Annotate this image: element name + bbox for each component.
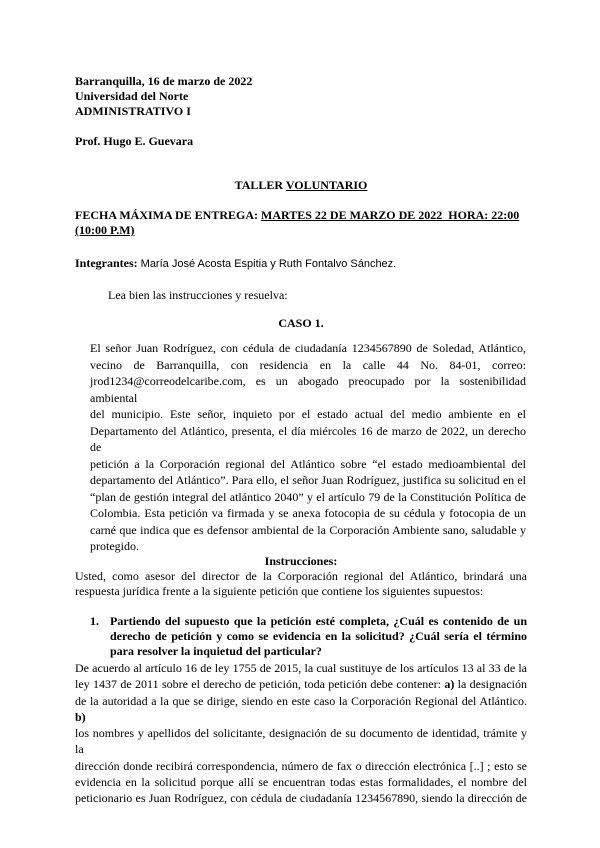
members-names: María José Acosta Espitia y Ruth Fontalvo Sánchez. <box>140 258 397 270</box>
case-paragraph <box>90 340 526 555</box>
question-1 <box>90 614 527 659</box>
header-block <box>75 74 527 119</box>
instructions-text <box>75 569 527 599</box>
answer-line: los nombres y apellidos del solicitante, designación de su documento de identidad, trámite y la <box>75 726 527 757</box>
case-line: jrod1234@correodelcaribe.com, es un abogado preocupado por la sostenibilidad ambiental <box>90 374 526 405</box>
deadline-label: FECHA MÁXIMA DE ENTREGA: <box>75 208 262 222</box>
case-line: departamento del Atlántico”. Para ello, el señor Juan Rodríguez, justifica su solicitud en el <box>90 473 526 487</box>
answer-line: De acuerdo al artículo 16 de ley 1755 de 2015, la cual sustituye de los artículos 13 al 33 de la <box>75 661 527 675</box>
answer-text: ley 1437 de 2011 sobre el derecho de petición, toda petición debe contener: <box>75 677 445 692</box>
professor: Prof. Hugo E. Guevara <box>75 134 194 148</box>
members <box>75 256 527 272</box>
instructions-heading: Instrucciones: <box>264 554 338 568</box>
document-title <box>75 178 527 193</box>
case-line: carné que indica que es defensor ambiental de la Corporación Ambiente sano, saludable y <box>90 522 526 537</box>
case-heading: CASO 1. <box>278 316 324 330</box>
case-line: Departamento del Atlántico, presenta, el día miércoles 16 de marzo de 2022, un derecho de <box>90 423 526 454</box>
case-line-last: protegido. <box>90 539 139 553</box>
answer-line <box>75 693 527 726</box>
title-prefix: TALLER <box>234 178 286 192</box>
instructions-line: respuesta jurídica frente a la siguiente petición que contiene los siguientes supuestos: <box>75 584 484 598</box>
instructions-line: Usted, como asesor del director de la Corporación regional del Atlántico, brindará una <box>75 569 527 583</box>
deadline-line-1 <box>75 208 527 223</box>
case-line: vecino de Barranquilla, con residencia en la calle 44 No. 84-01, correo: <box>90 357 526 372</box>
case-line: Colombia. Esta petición va firmada y se anexa fotocopia de su cédula y fotocopia de un <box>90 506 526 520</box>
case-line: “plan de gestión integral del atlántico 2040” y el artículo 79 de la Constitución Política de <box>90 489 526 504</box>
question-line: Partiendo del supuesto que la petición esté completa, ¿Cuál es contenido de un <box>110 614 527 628</box>
answer-paragraph <box>75 660 527 807</box>
case-line: del municipio. Este señor, inquieto por el estado actual del medio ambiente en el <box>90 407 526 421</box>
answer-text: de la autoridad a la que se dirige, siendo en este caso la Corporación Regional del Atlántico. <box>75 693 527 708</box>
deadline <box>75 208 527 238</box>
answer-text: la designación <box>454 677 527 692</box>
answer-bold: b) <box>75 709 86 724</box>
question-number: 1. <box>90 614 99 628</box>
members-label: Integrantes: <box>75 256 138 270</box>
case-line: El señor Juan Rodríguez, con cédula de ciudadanía 1234567890 de Soledad, Atlántico, <box>90 341 526 355</box>
answer-line: dirección donde recibirá correspondencia, número de fax o dirección electrónica [..] ; esto se <box>75 758 527 773</box>
question-line: derecho de petición y como se evidencia en la solicitud? ¿Cuál sería el término <box>110 629 527 643</box>
answer-bold: a) <box>444 677 455 692</box>
deadline-line-2: (10:00 P.M) <box>75 223 135 237</box>
title-underlined: VOLUNTARIO <box>285 178 368 192</box>
instruction-intro: Lea bien las instrucciones y resuelva: <box>108 288 288 302</box>
question-line: para resolver la inquietud del particular? <box>110 644 322 658</box>
answer-line: peticionario es Juan Rodríguez, con cédula de ciudadanía 1234567890, siendo la dirección de <box>75 791 527 806</box>
answer-line <box>75 676 527 692</box>
case-line: petición a la Corporación regional del Atlántico sobre “el estado medioambiental del <box>90 456 526 471</box>
answer-line: evidencia en la solicitud porque allí se encuentran todas estas formalidades, el nombre del <box>75 775 527 790</box>
deadline-value: MARTES 22 DE MARZO DE 2022 HORA: 22:00 <box>261 208 520 222</box>
place-date: Barranquilla, 16 de marzo de 2022 <box>75 74 253 88</box>
course: ADMINISTRATIVO I <box>75 104 191 118</box>
university: Universidad del Norte <box>75 89 189 103</box>
